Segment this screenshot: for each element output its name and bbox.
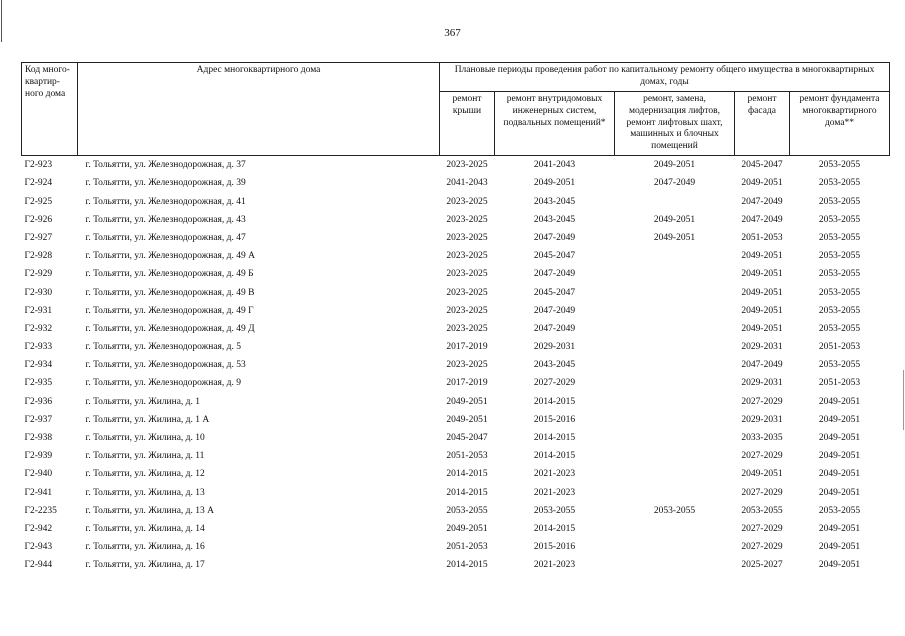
cell-roof: 2051-2053 (446, 542, 488, 553)
cell-code: Г2-935 (24, 378, 53, 389)
cell-code: Г2-924 (24, 178, 53, 189)
cell-code: Г2-943 (24, 542, 53, 553)
cell-systems: 2015-2016 (533, 542, 576, 553)
header-roof: ремонт крыши (440, 91, 495, 155)
cell-address: г. Тольятти, ул. Жилина, д. 12 (85, 469, 205, 480)
cell-systems: 2043-2045 (533, 196, 576, 207)
cell-foundation: 2053-2055 (818, 178, 861, 189)
cell-lifts: 2049-2051 (653, 160, 696, 171)
cell-facade: 2051-2053 (741, 232, 783, 243)
cell-foundation: 2053-2055 (818, 269, 861, 280)
cell-address: г. Тольятти, ул. Жилина, д. 1 А (85, 414, 210, 425)
cell-foundation: 2053-2055 (818, 232, 861, 243)
cell-lifts (615, 338, 735, 356)
table-row (22, 193, 890, 211)
cell-roof: 2023-2025 (446, 360, 488, 371)
cell-address: г. Тольятти, ул. Жилина, д. 11 (85, 451, 205, 462)
header-lifts: ремонт, замена, модернизация лифтов, ремонт лифтовых шахт, машинных и блочных помещений (615, 91, 735, 155)
cell-code: Г2-930 (24, 287, 53, 298)
cell-code: Г2-925 (24, 196, 53, 207)
cell-lifts: 2053-2055 (653, 505, 696, 516)
cell-foundation: 2049-2051 (818, 451, 861, 462)
cell-foundation: 2049-2051 (818, 523, 861, 534)
cell-facade: 2047-2049 (741, 196, 783, 207)
cell-foundation: 2053-2055 (818, 251, 861, 262)
cell-foundation: 2049-2051 (818, 414, 861, 425)
cell-foundation: 2053-2055 (818, 196, 861, 207)
table-row (22, 338, 890, 356)
cell-facade: 2029-2031 (741, 414, 783, 425)
cell-code: Г2-926 (24, 214, 53, 225)
cell-systems: 2021-2023 (533, 487, 576, 498)
table-row (22, 356, 890, 374)
cell-systems: 2045-2047 (533, 287, 576, 298)
header-address: Адрес многоквартирного дома (78, 63, 440, 156)
cell-systems: 2043-2045 (533, 214, 576, 225)
cell-foundation: 2049-2051 (818, 396, 861, 407)
cell-address: г. Тольятти, ул. Жилина, д. 1 (85, 396, 200, 407)
cell-foundation: 2053-2055 (818, 287, 861, 298)
cell-code: Г2-932 (24, 323, 53, 334)
cell-address: г. Тольятти, ул. Железнодорожная, д. 37 (85, 160, 246, 171)
cell-systems: 2053-2055 (533, 505, 576, 516)
cell-address: г. Тольятти, ул. Железнодорожная, д. 47 (85, 232, 246, 243)
cell-lifts (615, 320, 735, 338)
cell-lifts (615, 374, 735, 392)
scan-edge-line (903, 370, 904, 430)
cell-facade: 2049-2051 (741, 178, 783, 189)
header-facade: ремонт фасада (735, 91, 790, 155)
table-body (22, 156, 890, 575)
cell-code: Г2-940 (24, 469, 53, 480)
table-row (22, 265, 890, 283)
cell-code: Г2-2235 (24, 505, 57, 516)
table-row (22, 538, 890, 556)
table-row (22, 556, 890, 574)
cell-address: г. Тольятти, ул. Жилина, д. 14 (85, 523, 205, 534)
cell-systems: 2047-2049 (533, 305, 576, 316)
cell-lifts (615, 193, 735, 211)
cell-facade: 2027-2029 (741, 487, 783, 498)
cell-systems: 2045-2047 (533, 251, 576, 262)
cell-foundation: 2053-2055 (818, 214, 861, 225)
cell-code: Г2-927 (24, 232, 53, 243)
table-row (22, 393, 890, 411)
cell-address: г. Тольятти, ул. Железнодорожная, д. 53 (85, 360, 246, 371)
cell-foundation: 2053-2055 (818, 160, 861, 171)
cell-lifts (615, 520, 735, 538)
cell-facade: 2049-2051 (741, 287, 783, 298)
cell-lifts (615, 447, 735, 465)
cell-roof: 2014-2015 (446, 560, 488, 571)
cell-address: г. Тольятти, ул. Жилина, д. 17 (85, 560, 205, 571)
cell-foundation: 2053-2055 (818, 305, 861, 316)
table-row (22, 447, 890, 465)
cell-address: г. Тольятти, ул. Железнодорожная, д. 49 В (85, 287, 255, 298)
cell-address: г. Тольятти, ул. Железнодорожная, д. 49 А (85, 251, 255, 262)
cell-code: Г2-936 (24, 396, 53, 407)
cell-code: Г2-944 (24, 560, 53, 571)
cell-systems: 2014-2015 (533, 451, 576, 462)
cell-code: Г2-939 (24, 451, 53, 462)
cell-facade: 2047-2049 (741, 360, 783, 371)
cell-roof: 2017-2019 (446, 378, 488, 389)
cell-address: г. Тольятти, ул. Железнодорожная, д. 49 Б (85, 269, 254, 280)
cell-roof: 2049-2051 (446, 396, 488, 407)
cell-lifts (615, 556, 735, 574)
cell-foundation: 2053-2055 (818, 323, 861, 334)
cell-lifts (615, 283, 735, 301)
cell-systems: 2027-2029 (533, 378, 576, 389)
cell-systems: 2021-2023 (533, 560, 576, 571)
cell-systems: 2043-2045 (533, 360, 576, 371)
cell-facade: 2045-2047 (741, 160, 783, 171)
page-number: 367 (444, 27, 461, 39)
table-row (22, 211, 890, 229)
cell-roof: 2014-2015 (446, 469, 488, 480)
cell-systems: 2021-2023 (533, 469, 576, 480)
table-row (22, 247, 890, 265)
cell-systems: 2047-2049 (533, 269, 576, 280)
header-periods: Плановые периоды проведения работ по капитальному ремонту общего имущества в многоквартирных домах, годы (440, 63, 890, 92)
table-row (22, 156, 890, 175)
cell-facade: 2029-2031 (741, 342, 783, 353)
cell-roof: 2023-2025 (446, 323, 488, 334)
table-row (22, 502, 890, 520)
cell-systems: 2029-2031 (533, 342, 576, 353)
cell-facade: 2049-2051 (741, 305, 783, 316)
cell-foundation: 2051-2053 (818, 378, 861, 389)
cell-address: г. Тольятти, ул. Жилина, д. 13 А (85, 505, 214, 516)
repair-schedule-table (21, 62, 890, 574)
cell-code: Г2-933 (24, 342, 53, 353)
cell-systems: 2014-2015 (533, 396, 576, 407)
cell-systems: 2015-2016 (533, 414, 576, 425)
cell-foundation: 2053-2055 (818, 505, 861, 516)
cell-lifts: 2049-2051 (653, 232, 696, 243)
cell-roof: 2049-2051 (446, 523, 488, 534)
cell-facade: 2029-2031 (741, 378, 783, 389)
cell-foundation: 2049-2051 (818, 542, 861, 553)
cell-roof: 2017-2019 (446, 342, 488, 353)
cell-foundation: 2049-2051 (818, 469, 861, 480)
cell-lifts (615, 484, 735, 502)
cell-lifts (615, 356, 735, 374)
cell-address: г. Тольятти, ул. Жилина, д. 16 (85, 542, 205, 553)
cell-address: г. Тольятти, ул. Железнодорожная, д. 41 (85, 196, 246, 207)
cell-systems: 2049-2051 (533, 178, 576, 189)
cell-code: Г2-941 (24, 487, 53, 498)
cell-facade: 2033-2035 (741, 433, 783, 444)
cell-facade: 2049-2051 (741, 251, 783, 262)
cell-facade: 2049-2051 (741, 323, 783, 334)
cell-address: г. Тольятти, ул. Железнодорожная, д. 9 (85, 378, 241, 389)
cell-facade: 2027-2029 (741, 523, 783, 534)
table-row (22, 465, 890, 483)
cell-roof: 2023-2025 (446, 305, 488, 316)
cell-address: г. Тольятти, ул. Железнодорожная, д. 43 (85, 214, 246, 225)
cell-address: г. Тольятти, ул. Жилина, д. 10 (85, 433, 205, 444)
table-row (22, 484, 890, 502)
cell-systems: 2014-2015 (533, 523, 576, 534)
cell-code: Г2-938 (24, 433, 53, 444)
cell-lifts (615, 393, 735, 411)
cell-lifts (615, 302, 735, 320)
cell-lifts (615, 265, 735, 283)
cell-facade: 2025-2027 (741, 560, 783, 571)
cell-roof: 2023-2025 (446, 196, 488, 207)
header-systems: ремонт внутридомовых инженерных систем, подвальных помещений* (495, 91, 615, 155)
table-row (22, 320, 890, 338)
cell-lifts: 2047-2049 (653, 178, 696, 189)
table-row (22, 174, 890, 192)
table-row (22, 411, 890, 429)
table-row (22, 374, 890, 392)
cell-address: г. Тольятти, ул. Железнодорожная, д. 39 (85, 178, 246, 189)
cell-roof: 2014-2015 (446, 487, 488, 498)
cell-code: Г2-937 (24, 414, 53, 425)
cell-code: Г2-931 (24, 305, 53, 316)
cell-facade: 2053-2055 (741, 505, 783, 516)
cell-roof: 2049-2051 (446, 414, 488, 425)
cell-systems: 2047-2049 (533, 232, 576, 243)
cell-roof: 2041-2043 (446, 178, 488, 189)
cell-foundation: 2051-2053 (818, 342, 861, 353)
table-row (22, 429, 890, 447)
cell-roof: 2045-2047 (446, 433, 488, 444)
cell-facade: 2027-2029 (741, 542, 783, 553)
cell-roof: 2023-2025 (446, 232, 488, 243)
cell-foundation: 2049-2051 (818, 433, 861, 444)
cell-roof: 2051-2053 (446, 451, 488, 462)
cell-code: Г2-934 (24, 360, 53, 371)
cell-code: Г2-928 (24, 251, 53, 262)
cell-facade: 2027-2029 (741, 451, 783, 462)
cell-code: Г2-942 (24, 523, 53, 534)
cell-lifts (615, 538, 735, 556)
cell-address: г. Тольятти, ул. Железнодорожная, д. 49 Г (85, 305, 254, 316)
cell-roof: 2023-2025 (446, 251, 488, 262)
table-row (22, 229, 890, 247)
cell-roof: 2023-2025 (446, 160, 488, 171)
cell-roof: 2023-2025 (446, 214, 488, 225)
cell-foundation: 2053-2055 (818, 360, 861, 371)
header-foundation: ремонт фундамента многоквартирного дома** (790, 91, 890, 155)
cell-foundation: 2049-2051 (818, 560, 861, 571)
cell-facade: 2049-2051 (741, 469, 783, 480)
cell-code: Г2-923 (24, 160, 53, 171)
table-row (22, 520, 890, 538)
cell-systems: 2047-2049 (533, 323, 576, 334)
cell-facade: 2047-2049 (741, 214, 783, 225)
cell-lifts: 2049-2051 (653, 214, 696, 225)
cell-facade: 2027-2029 (741, 396, 783, 407)
header-code: Код много-квартир-ного дома (22, 63, 78, 156)
table-row (22, 302, 890, 320)
cell-facade: 2049-2051 (741, 269, 783, 280)
cell-systems: 2014-2015 (533, 433, 576, 444)
cell-lifts (615, 429, 735, 447)
cell-address: г. Тольятти, ул. Жилина, д. 13 (85, 487, 205, 498)
cell-lifts (615, 411, 735, 429)
cell-roof: 2023-2025 (446, 287, 488, 298)
table-row (22, 283, 890, 301)
cell-systems: 2041-2043 (533, 160, 576, 171)
cell-lifts (615, 465, 735, 483)
cell-lifts (615, 247, 735, 265)
cell-foundation: 2049-2051 (818, 487, 861, 498)
cell-roof: 2023-2025 (446, 269, 488, 280)
cell-code: Г2-929 (24, 269, 53, 280)
cell-roof: 2053-2055 (446, 505, 488, 516)
cell-address: г. Тольятти, ул. Железнодорожная, д. 49 Д (85, 323, 255, 334)
cell-address: г. Тольятти, ул. Железнодорожная, д. 5 (85, 342, 241, 353)
